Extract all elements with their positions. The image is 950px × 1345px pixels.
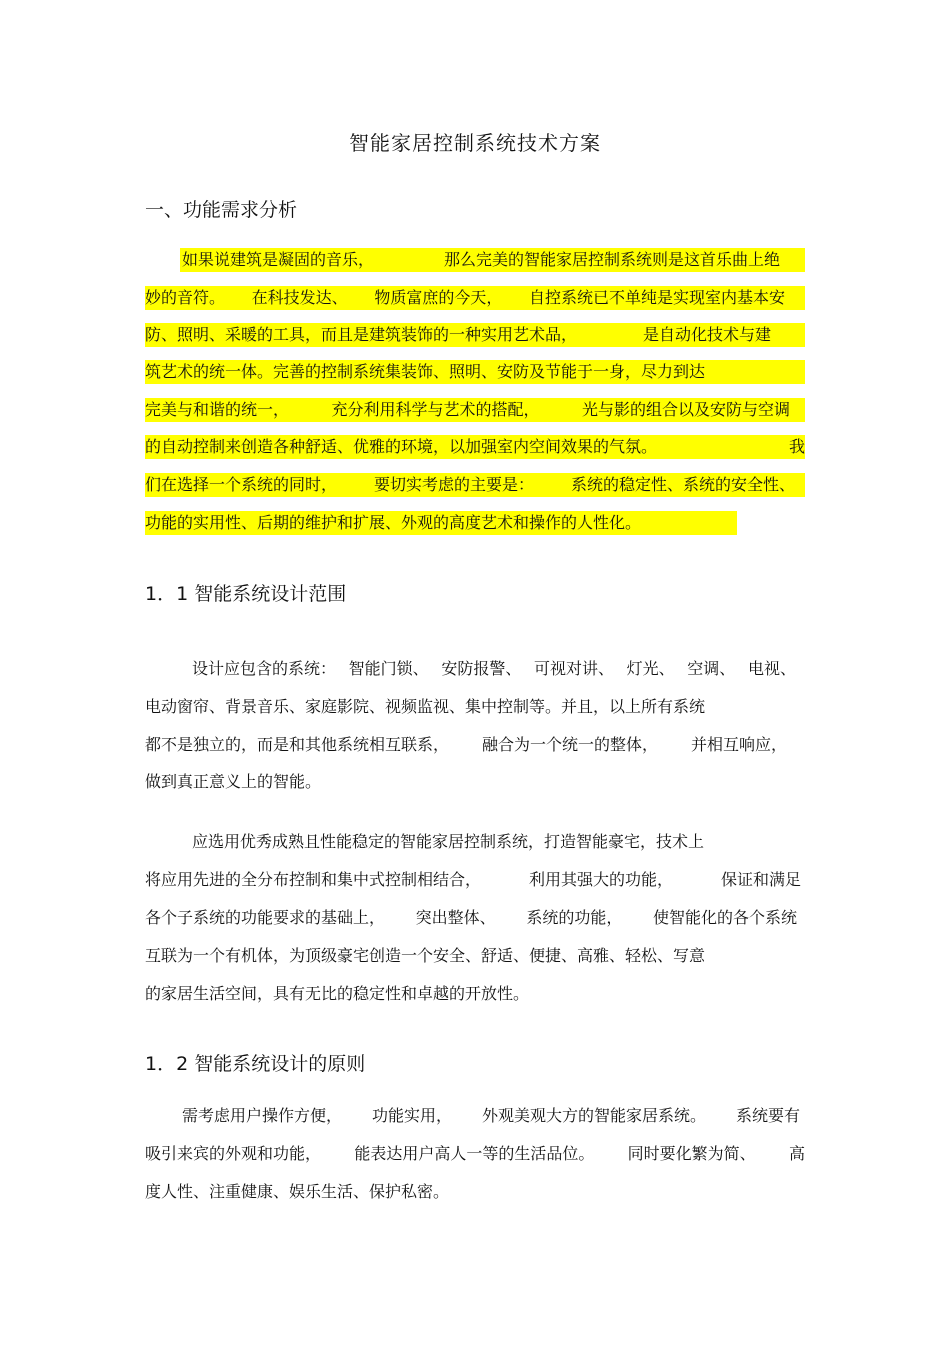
paragraph-line: 都不是独立的，而是和其他系统相互联系， 融合为一个统一的整体， 并相互响应， — [145, 735, 787, 754]
paragraph-line: 做到真正意义上的智能。 — [145, 772, 322, 791]
paragraph-line: 防、照明、采暖的工具，而且是建筑装饰的一种实用艺术品， 是自动化技术与建 — [145, 325, 771, 344]
paragraph-line: 吸引来宾的外观和功能， 能表达用户高人一等的生活品位。 同时要化繁为简、 高 — [145, 1144, 805, 1163]
paragraph-line: 需考虑用户操作方便， 功能实用， 外观美观大方的智能家居系统。 系统要有 — [182, 1106, 800, 1125]
paragraph-line: 筑艺术的统一体。完善的控制系统集装饰、照明、安防及节能于一身，尽力到达 — [145, 362, 706, 381]
paragraph-line: 的自动控制来创造各种舒适、优雅的环境，以加强室内空间效果的气氛。 我 — [145, 437, 805, 456]
paragraph-line: 设计应包含的系统： 智能门锁、 安防报警、 可视对讲、 灯光、 空调、 电视、 — [192, 659, 796, 678]
paragraph-line: 将应用先进的全分布控制和集中式控制相结合， 利用其强大的功能， 保证和满足 — [145, 870, 801, 889]
section-heading-design-principles: 1．2 智能系统设计的原则 — [145, 1053, 366, 1075]
paragraph-line: 妙的音符。 在科技发达、 物质富庶的今天， 自控系统已不单纯是实现室内基本安 — [145, 288, 785, 307]
paragraph-line: 如果说建筑是凝固的音乐， 那么完美的智能家居控制系统则是这首乐曲上绝 — [182, 250, 780, 269]
paragraph-line: 电动窗帘、背景音乐、家庭影院、视频监视、集中控制等。并且，以上所有系统 — [145, 697, 706, 716]
paragraph-line: 功能的实用性、后期的维护和扩展、外观的高度艺术和操作的人性化。 — [145, 513, 642, 532]
paragraph-line: 的家居生活空间，具有无比的稳定性和卓越的开放性。 — [145, 984, 530, 1003]
paragraph-line: 互联为一个有机体，为顶级豪宅创造一个安全、舒适、便捷、高雅、轻松、写意 — [145, 946, 706, 965]
paragraph-line: 各个子系统的功能要求的基础上， 突出整体、 系统的功能， 使智能化的各个系统 — [145, 908, 797, 927]
paragraph-line: 完美与和谐的统一， 充分利用科学与艺术的搭配， 光与影的组合以及安防与空调 — [145, 400, 790, 419]
paragraph-line: 应选用优秀成熟且性能稳定的智能家居控制系统，打造智能豪宅，技术上 — [192, 832, 705, 851]
section-heading-requirements: 一、功能需求分析 — [145, 199, 298, 221]
document-title: 智能家居控制系统技术方案 — [349, 131, 601, 155]
paragraph-line: 度人性、注重健康、娱乐生活、保护私密。 — [145, 1182, 450, 1201]
section-heading-design-scope: 1．1 智能系统设计范围 — [145, 583, 347, 605]
paragraph-line: 们在选择一个系统的同时， 要切实考虑的主要是： 系统的稳定性、系统的安全性、 — [145, 475, 795, 494]
